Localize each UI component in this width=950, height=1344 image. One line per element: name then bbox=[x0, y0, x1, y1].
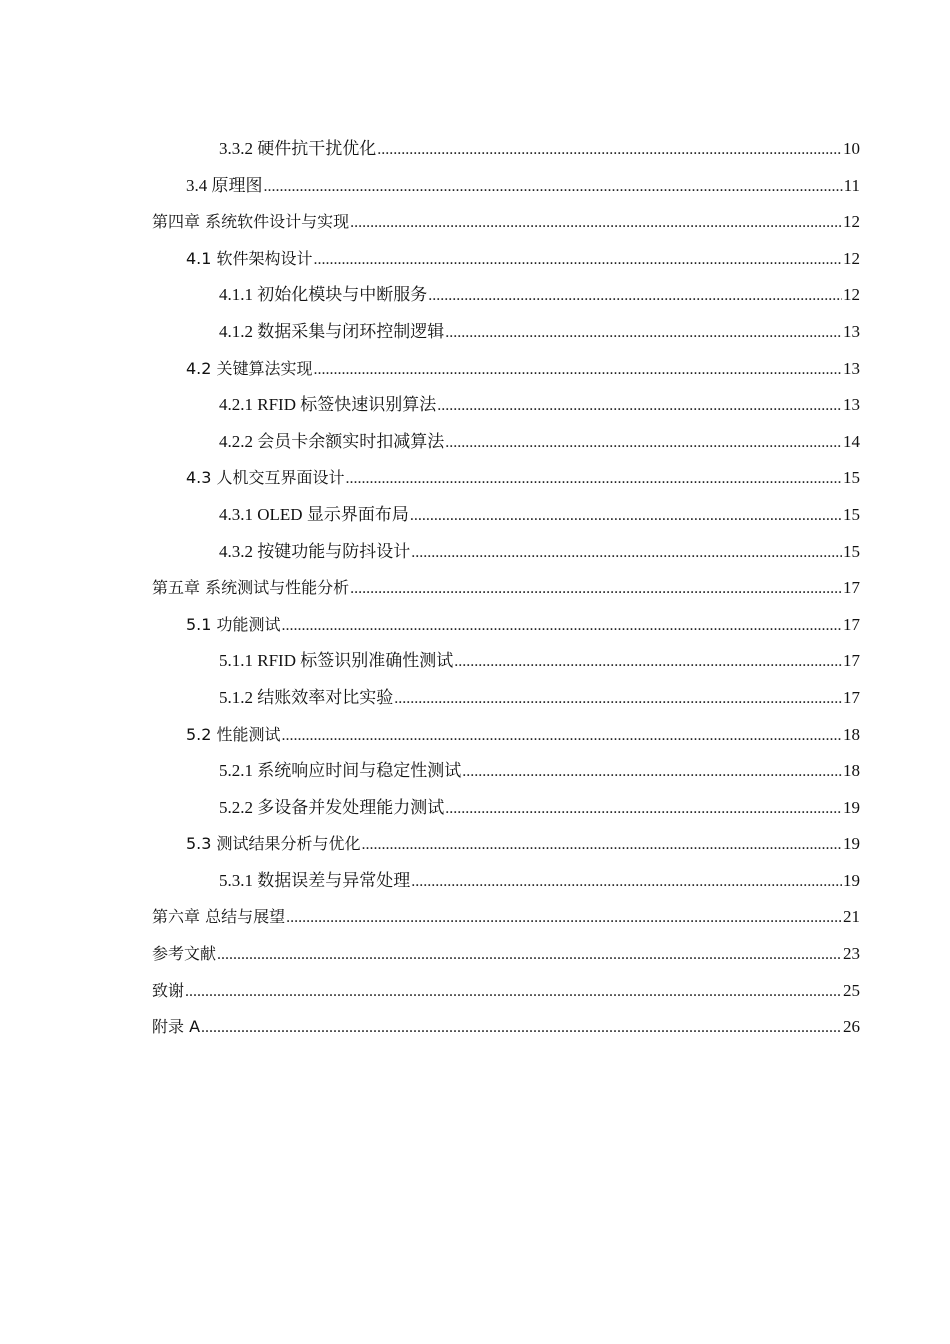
toc-entry-page-number: 13 bbox=[843, 395, 860, 415]
toc-entry-title: 4.1.1 初始化模块与中断服务 bbox=[219, 285, 428, 305]
toc-entry-title: 4.2.2 会员卡余额实时扣减算法 bbox=[219, 431, 445, 451]
toc-entry-title: 4.1 软件架构设计 bbox=[186, 248, 313, 268]
toc-entry-page-number: 13 bbox=[843, 321, 860, 341]
toc-entry-page-number: 17 bbox=[843, 578, 860, 598]
toc-leader-dots bbox=[454, 644, 842, 681]
toc-leader-dots bbox=[362, 827, 842, 864]
toc-leader-dots bbox=[445, 425, 842, 462]
toc-entry-title: 3.4 原理图 bbox=[186, 175, 263, 195]
toc-entry-page-number: 13 bbox=[843, 358, 860, 378]
toc-entry-title: 4.3.1 OLED 显示界面布局 bbox=[219, 504, 409, 524]
toc-entry-page-number: 11 bbox=[843, 175, 860, 195]
toc-entry[interactable] bbox=[152, 351, 860, 388]
toc-leader-dots bbox=[445, 791, 842, 828]
toc-entry-title: 致谢 bbox=[152, 980, 185, 1000]
table-of-contents bbox=[152, 131, 860, 1046]
toc-entry-title: 3.3.2 硬件抗干扰优化 bbox=[219, 139, 377, 158]
toc-entry[interactable] bbox=[152, 460, 860, 497]
toc-entry[interactable] bbox=[152, 826, 860, 863]
toc-entry-title: 5.3 测试结果分析与优化 bbox=[186, 834, 361, 854]
toc-entry-page-number: 12 bbox=[843, 212, 860, 232]
toc-leader-dots bbox=[411, 864, 842, 901]
toc-leader-dots bbox=[264, 169, 843, 206]
toc-entry-page-number: 23 bbox=[843, 944, 860, 964]
toc-entry[interactable] bbox=[152, 131, 860, 168]
toc-entry-page-number: 17 bbox=[843, 687, 860, 707]
toc-entry-title: 第六章 总结与展望 bbox=[152, 907, 286, 927]
toc-entry-title: 5.2.2 多设备并发处理能力测试 bbox=[219, 797, 445, 817]
toc-leader-dots bbox=[428, 278, 842, 315]
toc-entry-page-number: 26 bbox=[843, 1017, 860, 1037]
toc-leader-dots bbox=[185, 974, 842, 1011]
toc-entry-title: 参考文献 bbox=[152, 944, 217, 964]
toc-leader-dots bbox=[462, 754, 842, 791]
toc-entry[interactable] bbox=[152, 899, 860, 936]
toc-entry[interactable] bbox=[152, 204, 860, 241]
toc-entry-title: 第五章 系统测试与性能分析 bbox=[152, 578, 350, 598]
toc-entry[interactable] bbox=[152, 277, 860, 314]
toc-entry[interactable] bbox=[152, 863, 860, 900]
toc-entry-title: 5.3.1 数据误差与异常处理 bbox=[219, 870, 411, 890]
toc-entry[interactable] bbox=[152, 607, 860, 644]
toc-leader-dots bbox=[346, 461, 842, 498]
toc-entry-page-number: 12 bbox=[843, 248, 860, 268]
toc-entry-page-number: 17 bbox=[843, 651, 860, 671]
toc-entry-title: 附录 A bbox=[152, 1017, 201, 1037]
toc-entry-page-number: 19 bbox=[843, 797, 860, 817]
toc-entry-title: 5.1.2 结账效率对比实验 bbox=[219, 687, 394, 707]
toc-leader-dots bbox=[437, 388, 842, 425]
toc-leader-dots bbox=[411, 535, 842, 572]
toc-entry[interactable] bbox=[152, 570, 860, 607]
toc-entry[interactable] bbox=[152, 753, 860, 790]
toc-entry[interactable] bbox=[152, 936, 860, 973]
toc-entry-title: 4.2.1 RFID 标签快速识别算法 bbox=[219, 395, 437, 415]
toc-entry[interactable] bbox=[152, 387, 860, 424]
toc-leader-dots bbox=[286, 900, 842, 937]
toc-entry-page-number: 15 bbox=[843, 468, 860, 488]
toc-leader-dots bbox=[201, 1010, 842, 1047]
toc-entry-page-number: 21 bbox=[843, 907, 860, 927]
toc-entry-title: 4.2 关键算法实现 bbox=[186, 358, 313, 378]
toc-leader-dots bbox=[350, 571, 842, 608]
toc-leader-dots bbox=[410, 498, 842, 535]
toc-entry[interactable] bbox=[152, 497, 860, 534]
toc-entry[interactable] bbox=[152, 241, 860, 278]
toc-entry[interactable] bbox=[152, 424, 860, 461]
toc-entry-title: 第四章 系统软件设计与实现 bbox=[152, 212, 350, 232]
toc-entry-title: 4.1.2 数据采集与闭环控制逻辑 bbox=[219, 321, 445, 341]
toc-entry-page-number: 12 bbox=[843, 285, 860, 305]
toc-leader-dots bbox=[217, 937, 842, 974]
toc-leader-dots bbox=[282, 608, 842, 645]
toc-entry-title: 5.1 功能测试 bbox=[186, 614, 281, 634]
toc-leader-dots bbox=[314, 242, 842, 279]
toc-entry[interactable] bbox=[152, 534, 860, 571]
toc-entry-title: 5.2 性能测试 bbox=[186, 724, 281, 744]
toc-leader-dots bbox=[350, 205, 842, 242]
toc-entry[interactable] bbox=[152, 717, 860, 754]
toc-entry-page-number: 17 bbox=[843, 614, 860, 634]
toc-leader-dots bbox=[282, 718, 842, 755]
toc-entry-page-number: 18 bbox=[843, 761, 860, 781]
toc-entry-title: 5.1.1 RFID 标签识别准确性测试 bbox=[219, 651, 454, 671]
toc-leader-dots bbox=[314, 352, 842, 389]
toc-entry[interactable] bbox=[152, 790, 860, 827]
toc-entry-page-number: 15 bbox=[843, 541, 860, 561]
toc-entry-page-number: 25 bbox=[843, 980, 860, 1000]
toc-entry[interactable] bbox=[152, 973, 860, 1010]
toc-entry-page-number: 15 bbox=[843, 504, 860, 524]
toc-entry-page-number: 18 bbox=[843, 724, 860, 744]
toc-leader-dots bbox=[394, 681, 842, 718]
toc-entry-title: 4.3 人机交互界面设计 bbox=[186, 468, 345, 488]
toc-entry-page-number: 19 bbox=[843, 870, 860, 890]
toc-entry[interactable] bbox=[152, 1009, 860, 1046]
toc-entry-title: 5.2.1 系统响应时间与稳定性测试 bbox=[219, 761, 462, 781]
toc-entry-page-number: 10 bbox=[843, 139, 860, 158]
toc-entry-page-number: 19 bbox=[843, 834, 860, 854]
toc-entry-page-number: 14 bbox=[843, 431, 860, 451]
toc-entry[interactable] bbox=[152, 168, 860, 205]
toc-leader-dots bbox=[377, 132, 842, 169]
toc-entry[interactable] bbox=[152, 643, 860, 680]
toc-entry-title: 4.3.2 按键功能与防抖设计 bbox=[219, 541, 411, 561]
toc-entry[interactable] bbox=[152, 314, 860, 351]
toc-leader-dots bbox=[445, 315, 842, 352]
toc-entry[interactable] bbox=[152, 680, 860, 717]
